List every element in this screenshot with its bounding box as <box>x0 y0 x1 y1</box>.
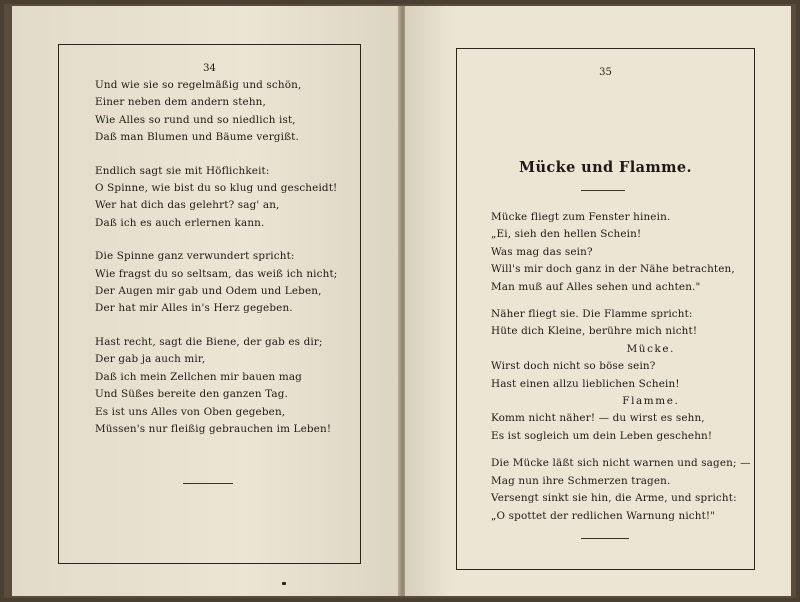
verse-line: Und Süßes bereite den ganzen Tag. <box>95 388 288 401</box>
verse-line: Was mag das sein? <box>491 245 593 258</box>
verse-line: Hüte dich Kleine, berühre mich nicht! <box>491 325 698 338</box>
verse-line: Wer hat dich das gelehrt? sag' an, <box>95 199 280 212</box>
speaker-label-muecke: Mücke. <box>626 342 676 355</box>
verse-line: Man muß auf Alles sehen und achten." <box>491 280 701 293</box>
ink-mark <box>282 582 286 585</box>
poem-title: Mücke und Flamme. <box>519 159 692 176</box>
left-page-frame <box>58 44 361 564</box>
verse-line: Der gab ja auch mir, <box>95 353 206 366</box>
verse-line: Daß ich mein Zellchen mir bauen mag <box>95 370 302 383</box>
open-book <box>4 4 796 598</box>
stanza-1 <box>95 77 337 147</box>
verse-line: Versengt sinkt sie hin, die Arme, und spricht: <box>491 492 737 505</box>
title-rule <box>581 190 625 191</box>
verse-line: Daß man Blumen und Bäume vergißt. <box>95 131 299 144</box>
verse-line: Näher fliegt sie. Die Flamme spricht: <box>491 308 693 321</box>
verse-line: Hast einen allzu lieblichen Schein! <box>491 377 680 390</box>
verse-line: Komm nicht näher! — du wirst es sehn, <box>491 412 705 425</box>
verse-line: Mücke fliegt zum Fenster hinein. <box>491 211 671 223</box>
verse-line: Und wie sie so regelmäßig und schön, <box>95 79 302 91</box>
end-rule <box>183 483 233 484</box>
left-page-text <box>95 77 337 438</box>
verse-line: Die Spinne ganz verwundert spricht: <box>95 250 295 263</box>
verse-line: Daß ich es auch erlernen kann. <box>95 216 265 229</box>
verse-line: Endlich sagt sie mit Höflichkeit: <box>95 164 270 177</box>
verse-line: Hast recht, sagt die Biene, der gab es dir; <box>95 335 323 348</box>
verse-line: „O spottet der redlichen Warnung nicht!" <box>491 509 716 522</box>
verse-line: Wie fragst du so seltsam, das weiß ich nicht; <box>95 267 338 280</box>
verse-line: „Ei, sieh den hellen Schein! <box>491 228 642 241</box>
left-page <box>12 6 400 596</box>
verse-line: Es ist uns Alles von Oben gegeben, <box>95 405 286 418</box>
verse-line: Wie Alles so rund und so niedlich ist, <box>95 113 296 126</box>
speaker-label-flamme: Flamme. <box>622 395 680 408</box>
stanza-4 <box>95 334 337 438</box>
verse-line: Wirst doch nicht so böse sein? <box>491 360 656 373</box>
verse-line: Mag nun ihre Schmerzen tragen. <box>491 474 671 487</box>
page-number-right: 35 <box>599 67 612 78</box>
verse-line: Der Augen mir gab und Odem und Leben, <box>95 285 322 298</box>
verse-line: Müssen's nur fleißig gebrauchen im Leben! <box>95 422 332 435</box>
verse-line: O Spinne, wie bist du so klug und gescheidt! <box>95 182 338 195</box>
page-number-left: 34 <box>203 63 216 74</box>
end-rule <box>581 538 629 539</box>
right-page <box>405 6 791 596</box>
verse-line: Der hat mir Alles in's Herz gegeben. <box>95 302 293 315</box>
verse-line: Will's mir doch ganz in der Nähe betrachten, <box>491 263 735 276</box>
stanza-2 <box>95 163 337 233</box>
verse-line: Es ist sogleich um dein Leben geschehn! <box>491 429 713 442</box>
verse-line: Einer neben dem andern stehn, <box>95 96 266 109</box>
right-page-text <box>491 209 751 525</box>
stanza-3 <box>95 248 337 318</box>
right-page-frame <box>456 48 755 570</box>
verse-line: Die Mücke läßt sich nicht warnen und sagen; — <box>491 457 751 470</box>
